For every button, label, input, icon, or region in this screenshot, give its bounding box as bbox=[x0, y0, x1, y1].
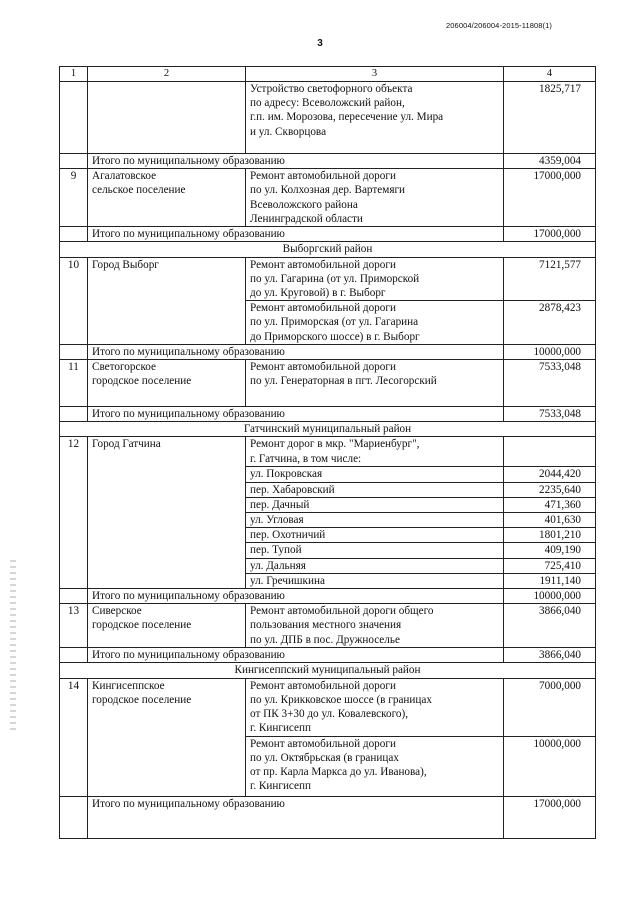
entity-line: городское поселение bbox=[92, 693, 192, 706]
work-line: по ул. Крикковское шоссе (в границах bbox=[250, 693, 432, 706]
entity-line: Город Выборг bbox=[92, 258, 159, 271]
column-header-row bbox=[60, 67, 596, 82]
page-number: 3 bbox=[317, 38, 323, 49]
row-work bbox=[246, 678, 504, 736]
street-name: пер. Охотничий bbox=[246, 528, 504, 543]
work-line: до Приморского шоссе) в г. Выборг bbox=[250, 330, 420, 343]
street-amount: 725,410 bbox=[504, 558, 596, 573]
row-entity bbox=[88, 82, 246, 154]
row-number: 13 bbox=[60, 604, 88, 648]
work-line: по ул. ДПБ в пос. Дружноселье bbox=[250, 633, 400, 646]
row-work bbox=[246, 360, 504, 407]
total-amount: 3866,040 bbox=[504, 648, 596, 663]
row-number: 12 bbox=[60, 437, 88, 589]
column-header: 2 bbox=[88, 67, 246, 82]
table-row bbox=[60, 437, 596, 467]
street-name: ул. Покровская bbox=[246, 467, 504, 482]
row-work bbox=[246, 736, 504, 796]
total-row bbox=[60, 154, 596, 169]
work-line: г. Кингисепп bbox=[250, 780, 311, 793]
table-row bbox=[60, 82, 596, 154]
street-amount: 1801,210 bbox=[504, 528, 596, 543]
total-label: Итого по муниципальному образованию bbox=[88, 344, 504, 359]
total-row bbox=[60, 407, 596, 422]
district-row bbox=[60, 663, 596, 678]
work-line: по ул. Генераторная в пгт. Лесогорский bbox=[250, 375, 437, 388]
work-line: по ул. Октябрьская (в границах bbox=[250, 751, 399, 764]
table-row bbox=[60, 257, 596, 301]
entity-line: городское поселение bbox=[92, 619, 192, 632]
work-line: Устройство светофорного объекта bbox=[250, 83, 413, 95]
table-row bbox=[60, 604, 596, 648]
street-name: ул. Дальняя bbox=[246, 558, 504, 573]
work-line: по ул. Приморская (от ул. Гагарина bbox=[250, 316, 419, 329]
row-amount: 7121,577 bbox=[504, 257, 596, 301]
work-line: Ремонт автомобильной дороги bbox=[250, 679, 396, 692]
work-line: Ремонт дорог в мкр. "Мариенбург", bbox=[250, 438, 420, 451]
district-row bbox=[60, 422, 596, 437]
row-work bbox=[246, 169, 504, 227]
row-number: 10 bbox=[60, 257, 88, 344]
total-amount: 4359,004 bbox=[504, 154, 596, 169]
work-line: Ремонт автомобильной дороги bbox=[250, 737, 396, 750]
row-entity bbox=[88, 360, 246, 407]
work-line: Ремонт автомобильной дороги общего bbox=[250, 605, 434, 618]
row-work bbox=[246, 604, 504, 648]
total-row bbox=[60, 589, 596, 604]
total-label: Итого по муниципальному образованию bbox=[88, 407, 504, 422]
street-amount: 2044,420 bbox=[504, 467, 596, 482]
total-amount: 10000,000 bbox=[504, 344, 596, 359]
work-line: г. Гатчина, в том числе: bbox=[250, 452, 362, 465]
district-title: Гатчинский муниципальный район bbox=[60, 422, 596, 437]
district-title: Кингисеппский муниципальный район bbox=[60, 663, 596, 678]
row-number: 11 bbox=[60, 360, 88, 407]
total-row bbox=[60, 796, 596, 838]
entity-line: Кингисеппское bbox=[92, 679, 165, 692]
work-line: г. Кингисепп bbox=[250, 722, 311, 735]
street-name: пер. Дачный bbox=[246, 497, 504, 512]
street-name: пер. Тупой bbox=[246, 543, 504, 558]
district-title: Выборгский район bbox=[60, 242, 596, 257]
entity-line: Светогорское bbox=[92, 361, 157, 374]
row-entity bbox=[88, 604, 246, 648]
work-line: до ул. Круговой) в г. Выборг bbox=[250, 287, 386, 300]
funding-table bbox=[59, 66, 596, 839]
side-margin-mark bbox=[10, 560, 16, 730]
row-amount: 3866,040 bbox=[504, 604, 596, 648]
street-amount: 401,630 bbox=[504, 513, 596, 528]
work-line: Ремонт автомобильной дороги bbox=[250, 258, 396, 271]
row-amount bbox=[504, 437, 596, 467]
total-row bbox=[60, 344, 596, 359]
district-row bbox=[60, 242, 596, 257]
row-work bbox=[246, 257, 504, 301]
street-name: пер. Хабаровский bbox=[246, 482, 504, 497]
total-label: Итого по муниципальному образованию bbox=[88, 589, 504, 604]
work-line: по адресу: Всеволожский район, bbox=[250, 97, 405, 110]
row-work bbox=[246, 301, 504, 345]
street-amount: 2235,640 bbox=[504, 482, 596, 497]
row-work bbox=[246, 437, 504, 467]
row-entity bbox=[88, 437, 246, 589]
total-row bbox=[60, 648, 596, 663]
entity-line: Агалатовское bbox=[92, 170, 157, 183]
work-line: Ремонт автомобильной дороги bbox=[250, 302, 396, 315]
table-row bbox=[60, 678, 596, 736]
row-number: 14 bbox=[60, 678, 88, 796]
column-header: 3 bbox=[246, 67, 504, 82]
work-line: пользования местного значения bbox=[250, 619, 402, 632]
total-amount: 10000,000 bbox=[504, 589, 596, 604]
street-amount: 1911,140 bbox=[504, 573, 596, 588]
row-entity bbox=[88, 257, 246, 344]
entity-line: Сиверское bbox=[92, 605, 142, 618]
total-label: Итого по муниципальному образованию bbox=[88, 154, 504, 169]
column-header: 4 bbox=[504, 67, 596, 82]
work-line: от пр. Карла Маркса до ул. Иванова), bbox=[250, 766, 427, 779]
table-row bbox=[60, 169, 596, 227]
column-header: 1 bbox=[60, 67, 88, 82]
document-id: 206004/206004-2015-11808(1) bbox=[446, 21, 552, 30]
work-line: г.п. им. Морозова, пересечение ул. Мира bbox=[250, 111, 444, 124]
street-name: ул. Угловая bbox=[246, 513, 504, 528]
street-amount: 409,190 bbox=[504, 543, 596, 558]
work-line: по ул. Гагарина (от ул. Приморской bbox=[250, 272, 420, 285]
work-line: по ул. Колхозная дер. Вартемяги bbox=[250, 184, 406, 197]
row-number bbox=[60, 82, 88, 154]
total-label: Итого по муниципальному образованию bbox=[88, 227, 504, 242]
row-amount: 7000,000 bbox=[504, 678, 596, 736]
total-amount: 17000,000 bbox=[504, 227, 596, 242]
work-line: Ленинградской области bbox=[250, 212, 363, 225]
work-line: Всеволожского района bbox=[250, 198, 358, 211]
total-amount: 7533,048 bbox=[504, 407, 596, 422]
row-amount: 2878,423 bbox=[504, 301, 596, 345]
street-amount: 471,360 bbox=[504, 497, 596, 512]
total-amount: 17000,000 bbox=[504, 796, 596, 838]
work-line: и ул. Скворцова bbox=[250, 125, 327, 138]
row-work bbox=[246, 82, 504, 154]
entity-line: сельское поселение bbox=[92, 184, 186, 197]
entity-line: городское поселение bbox=[92, 375, 192, 388]
work-line: Ремонт автомобильной дороги bbox=[250, 361, 396, 374]
row-amount: 7533,048 bbox=[504, 360, 596, 407]
street-name: ул. Гречишкина bbox=[246, 573, 504, 588]
total-label: Итого по муниципальному образованию bbox=[88, 648, 504, 663]
total-row bbox=[60, 227, 596, 242]
work-line: Ремонт автомобильной дороги bbox=[250, 170, 396, 183]
row-amount: 17000,000 bbox=[504, 169, 596, 227]
work-line: от ПК 3+30 до ул. Ковалевского), bbox=[250, 708, 409, 721]
row-number: 9 bbox=[60, 169, 88, 227]
row-amount: 10000,000 bbox=[504, 736, 596, 796]
entity-line: Город Гатчина bbox=[92, 438, 161, 451]
row-entity bbox=[88, 678, 246, 796]
table-row bbox=[60, 360, 596, 407]
row-entity bbox=[88, 169, 246, 227]
total-label: Итого по муниципальному образованию bbox=[88, 796, 504, 838]
row-amount: 1825,717 bbox=[504, 82, 596, 154]
